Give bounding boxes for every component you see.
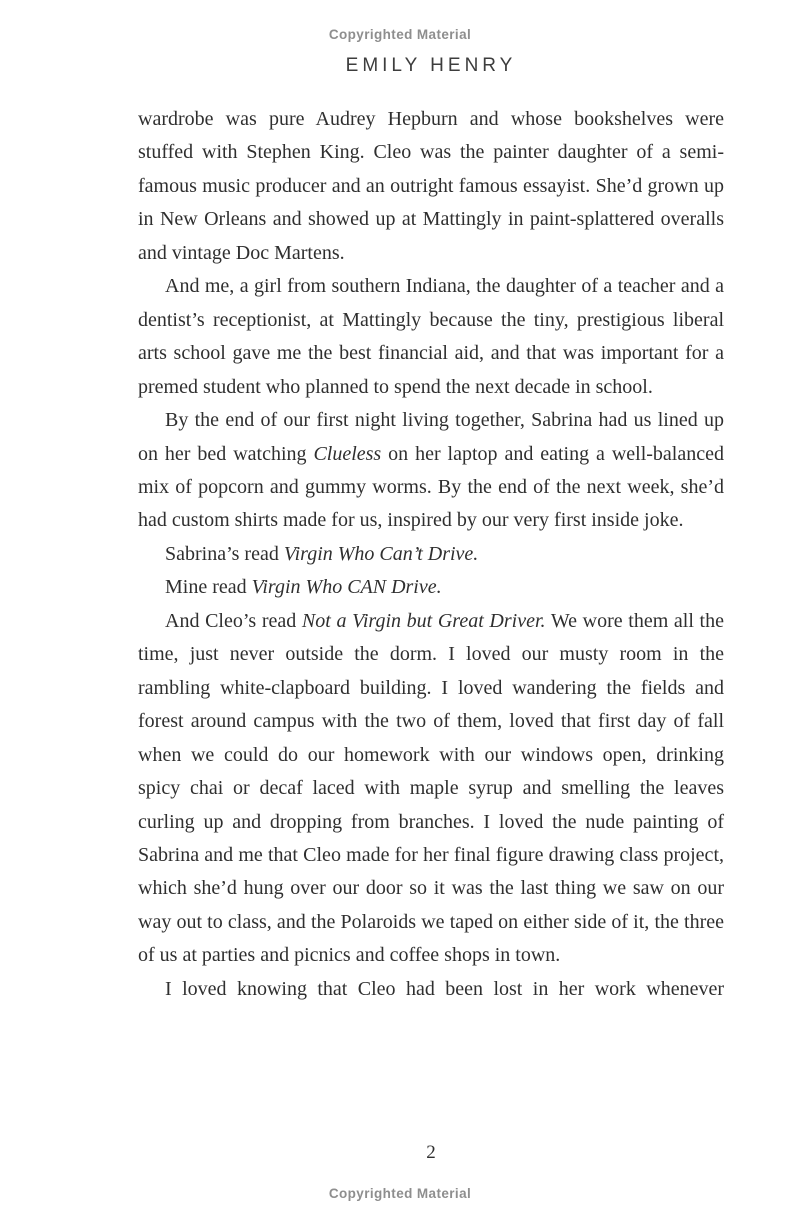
- body-text: [138, 103, 724, 1006]
- paragraph: [138, 973, 724, 1006]
- paragraph: [138, 538, 724, 571]
- text-run: By the end of our first night living together, Sabrina had us lined up on her bed watching: [138, 409, 724, 465]
- text-run: Sabrina’s read: [165, 542, 284, 565]
- paragraph: [138, 103, 724, 270]
- text-run: I loved knowing that Cleo had been lost in her work whenever: [165, 977, 724, 1000]
- paragraph: [138, 605, 724, 973]
- running-header-author: EMILY HENRY: [345, 55, 517, 76]
- copyright-notice-top: Copyrighted Material: [328, 27, 472, 42]
- text-run: We wore them all the time, just never outside the dorm. I loved our musty room in the rambling white-clapboard building. I loved wandering the fields and forest around campus with the two of them, loved that first day of fall when we could do our homework with our windows open, drinking spicy chai or decaf laced with maple syrup and smelling the leaves curling up and dropping from branches. I loved the nude painting of Sabrina and me that Cleo made for her final figure drawing class project, which she’d hung over our door so it was the last thing we saw on our way out to class, and the Polaroids we taped on either side of it, the three of us at parties and picnics and coffee shops in town.: [138, 609, 724, 967]
- paragraph: [138, 571, 724, 604]
- text-run: Mine read: [165, 576, 252, 599]
- text-run: And me, a girl from southern Indiana, the daughter of a teacher and a dentist’s receptionist, at Mattingly because the tiny, prestigious liberal arts school gave me the best financial aid, and that was important for a premed student who planned to spend the next decade in school.: [138, 275, 724, 398]
- text-run: on her laptop and eating a well-balanced mix of popcorn and gummy worms. By the end of the next week, she’d had custom shirts made for us, inspired by our very first inside joke.: [138, 442, 724, 532]
- italic-text-run: Clueless: [313, 442, 382, 465]
- italic-text-run: Virgin Who CAN Drive.: [251, 576, 442, 599]
- italic-text-run: Virgin Who Can’t Drive.: [283, 542, 479, 565]
- paragraph: [138, 404, 724, 538]
- paragraph: [138, 270, 724, 404]
- copyright-notice-bottom: Copyrighted Material: [328, 1186, 472, 1201]
- text-run: wardrobe was pure Audrey Hepburn and whose bookshelves were stuffed with Stephen King. Cleo was the painter daughter of a semi-famous music producer and an outright famous essayist. She’d grown up in New Orleans and showed up at Mattingly in paint-splattered overalls and vintage Doc Martens.: [138, 108, 724, 264]
- text-run: And Cleo’s read: [165, 609, 302, 632]
- page-number: 2: [426, 1142, 436, 1163]
- italic-text-run: Not a Virgin but Great Driver.: [301, 609, 546, 632]
